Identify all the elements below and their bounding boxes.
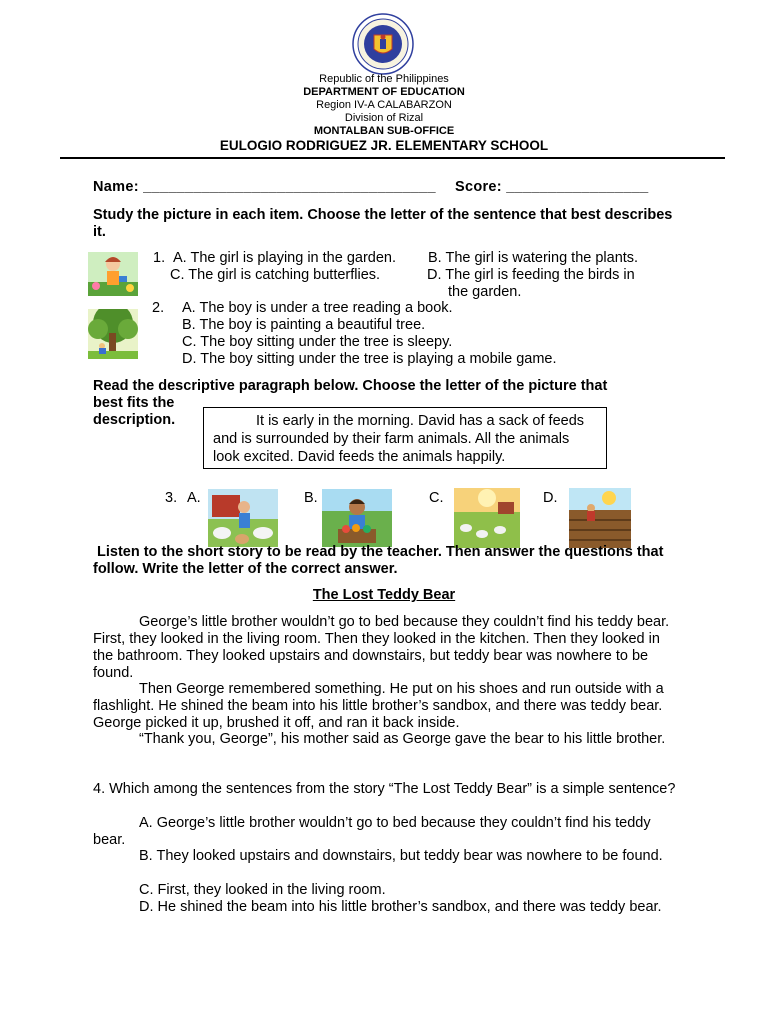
item1-choice-a[interactable]: A. The girl is playing in the garden. xyxy=(173,250,397,266)
story-paragraph-1: George’s little brother wouldn’t go to bed because they couldn’t find his teddy bear. First, they looked in the living room. Then they looked in the kitchen. Then they looked in the bathroom. They looked upstairs and downstairs, but teddy bear was nowhere to be found. xyxy=(93,614,670,681)
item1-number: 1. xyxy=(153,250,166,266)
item1-choice-b[interactable]: B. The girl is watering the plants. xyxy=(428,250,639,266)
item2-choice-c[interactable]: C. The boy sitting under the tree is sleepy. xyxy=(182,334,453,350)
question-4-choice-c[interactable]: C. First, they looked in the living room. xyxy=(139,882,386,898)
score-field[interactable]: Score: _________________ xyxy=(455,179,649,195)
item1-choice-d[interactable]: D. The girl is feeding the birds in xyxy=(427,267,635,283)
story-paragraph-3: “Thank you, George”, his mother said as George gave the bear to his little brother. xyxy=(139,731,666,747)
item3-picture-c[interactable] xyxy=(454,488,520,548)
question-4-choice-d[interactable]: D. He shined the beam into his little brother’s sandbox, and there was teddy bear. xyxy=(139,899,662,915)
header-suboffice: MONTALBAN SUB-OFFICE xyxy=(313,125,455,137)
item3-choice-b-label[interactable]: B. xyxy=(304,490,318,506)
item3-picture-d[interactable] xyxy=(569,488,631,548)
item2-number: 2. xyxy=(152,300,165,316)
part3-instruction: Listen to the short story to be read by the teacher. Then answer the questions that follow. Write the letter of the correct answer. xyxy=(93,544,664,577)
part2-instruction-line2: best fits the xyxy=(93,395,175,411)
item2-picture xyxy=(88,309,138,359)
header-region: Region IV-A CALABARZON xyxy=(316,99,452,111)
item2-choice-d[interactable]: D. The boy sitting under the tree is playing a mobile game. xyxy=(182,351,557,367)
item3-number: 3. xyxy=(165,490,178,506)
header-divider xyxy=(60,157,725,159)
item3-choice-d-label[interactable]: D. xyxy=(543,490,558,506)
story-paragraph-2: Then George remembered something. He put on his shoes and run outside with a flashlight. He shined the beam into his little brother’s sandbox, and there was teddy bear. George picked it up, brushed it off, and ran it back inside. xyxy=(93,681,664,731)
part2-instruction-line1: Read the descriptive paragraph below. Choose the letter of the picture that xyxy=(93,378,608,394)
question-4-choice-a[interactable]: A. George’s little brother wouldn’t go to bed because they couldn’t find his teddy bear. xyxy=(93,815,651,848)
item1-choice-c[interactable]: C. The girl is catching butterflies. xyxy=(170,267,381,283)
header-republic: Republic of the Philippines xyxy=(319,73,449,85)
question-4-choice-b[interactable]: B. They looked upstairs and downstairs, but teddy bear was nowhere to be found. xyxy=(139,848,663,864)
part1-instruction: Study the picture in each item. Choose the letter of the sentence that best describes it. xyxy=(93,207,673,240)
descriptive-paragraph-box xyxy=(203,407,607,469)
item3-picture-a[interactable] xyxy=(208,489,278,547)
name-field[interactable]: Name: ___________________________________ xyxy=(93,179,436,195)
header-department: DEPARTMENT OF EDUCATION xyxy=(303,86,465,98)
item1-choice-d-cont: the garden. xyxy=(448,284,522,300)
part2-instruction-line3: description. xyxy=(93,412,176,428)
item3-choice-a-label[interactable]: A. xyxy=(187,490,201,506)
item2-choice-a[interactable]: A. The boy is under a tree reading a book. xyxy=(182,300,453,316)
header-division: Division of Rizal xyxy=(344,112,424,124)
descriptive-paragraph: It is early in the morning. David has a sack of feeds and is surrounded by their farm animals. All the animals look excited. David feeds the animals happily. xyxy=(213,413,585,465)
item3-choice-c-label[interactable]: C. xyxy=(429,490,444,506)
item2-choice-b[interactable]: B. The boy is painting a beautiful tree. xyxy=(182,317,426,333)
story-title: The Lost Teddy Bear xyxy=(312,587,456,603)
item1-picture xyxy=(88,252,138,296)
item3-picture-b[interactable] xyxy=(322,489,392,547)
question-4: 4. Which among the sentences from the story “The Lost Teddy Bear” is a simple sentence? xyxy=(93,781,676,797)
school-name: EULOGIO RODRIGUEZ JR. ELEMENTARY SCHOOL xyxy=(219,138,549,153)
deped-seal xyxy=(352,13,414,75)
